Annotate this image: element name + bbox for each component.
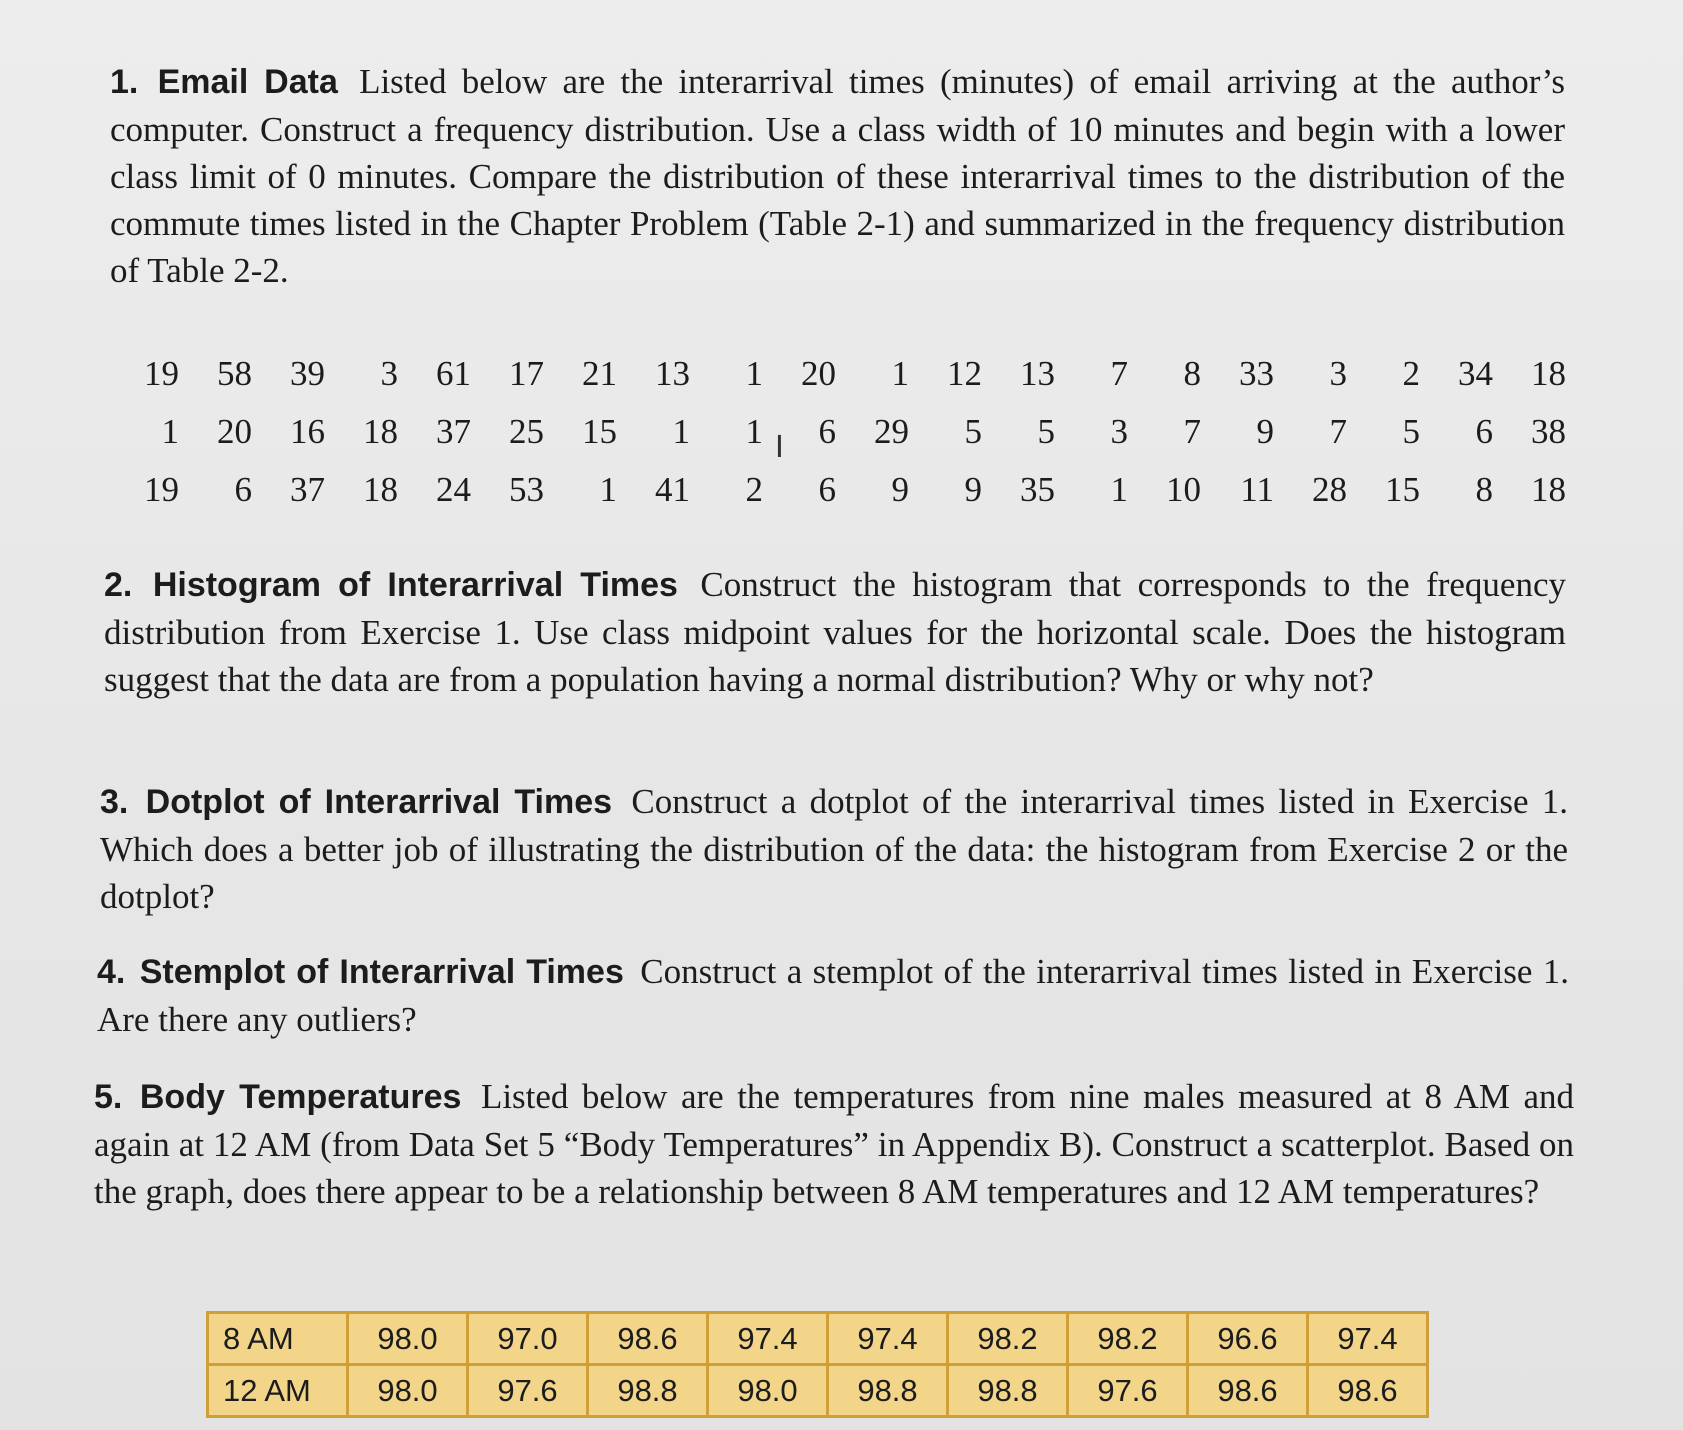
data-cell: 1 [745,354,763,393]
exercise-4-number: 4. [97,953,126,991]
exercise-3-number: 3. [100,783,129,821]
data-cell: 5 [1402,412,1420,451]
data-cell: 25 [509,412,544,451]
temperature-cell: 96.6 [1188,1313,1308,1365]
data-cell: 24 [436,470,471,509]
data-cell: 9 [964,470,982,509]
exercise-5 [94,1073,1574,1215]
data-cell: 33 [1239,354,1274,393]
exercise-2-title: Histogram of Interarrival Times [152,566,678,604]
exercise-2 [104,561,1566,703]
data-cell: 11 [1240,470,1274,509]
data-cell: 1 [891,354,909,393]
data-cell: 1 [672,412,690,451]
data-cell: 28 [1312,470,1347,509]
data-cell: 15 [582,412,617,451]
data-cell: 35 [1020,470,1055,509]
data-cell: 6 [818,412,836,451]
data-cell: 3 [1329,354,1347,393]
exercise-5-title: Body Temperatures [139,1078,462,1116]
data-cell: 17 [509,354,544,393]
exercise-1 [110,58,1565,294]
data-cell: 9 [1256,412,1274,451]
data-cell: 8 [1475,470,1493,509]
data-cell: 18 [363,470,398,509]
data-cell: 20 [801,354,836,393]
data-cell: 19 [144,470,179,509]
temperature-cell: 98.0 [348,1365,468,1417]
data-cell: 1 [161,412,179,451]
data-cell: 10 [1166,470,1201,509]
data-cell: 19 [144,354,179,393]
data-cell: 53 [509,470,544,509]
data-cell: 37 [436,412,471,451]
temperature-cell: 97.6 [468,1365,588,1417]
data-cell: 7 [1183,412,1201,451]
temperature-cell: 98.0 [348,1313,468,1365]
temperature-cell: 98.8 [828,1365,948,1417]
data-cell: 3 [380,354,398,393]
exercise-4 [97,948,1569,1043]
temperature-row-label: 12 AM [208,1365,348,1417]
data-cell: 1 [599,470,617,509]
exercise-4-text: Construct a stemplot of the interarrival times listed in Exercise 1. Are there any outliers? [97,952,1570,1039]
exercise-3-text: Construct a dotplot of the interarrival times listed in Exercise 1. Which does a better job of illustrating the distribution of the data: the histogram from Exercise 2 or the dotplot? [100,782,1569,916]
temperature-cell: 97.6 [1068,1365,1188,1417]
data-cell: 29 [874,412,909,451]
data-cell: 2 [1402,354,1420,393]
data-cell: 3 [1110,412,1128,451]
text-cursor-icon: I [775,430,784,465]
body-temperatures-table [206,1311,1429,1418]
data-cell: 12 [947,354,982,393]
exercise-3-title: Dotplot of Interarrival Times [145,783,613,821]
data-cell: 6 [818,470,836,509]
data-cell: 58 [217,354,252,393]
data-cell: 6 [1475,412,1493,451]
data-row [112,403,1572,461]
data-cell: 20 [217,412,252,451]
data-cell: 7 [1110,354,1128,393]
exercise-5-text: Listed below are the temperatures from nine males measured at 8 AM and again at 12 AM (from Data Set 5 “Body Temperatures” in Appendix B). Construct a scatterplot. Based on the graph, does there appear to be a relationship between 8 AM temperatures and 12 AM temperatures? [94,1077,1575,1211]
temperature-cell: 98.2 [1068,1313,1188,1365]
exercise-1-text: Listed below are the interarrival times (minutes) of email arriving at the author’s computer. Construct a frequency distribution. Use a class width of 10 minutes and begin with a lower class limit of 0 minutes. Compare the distribution of these interarrival times to the distribution of the commute times listed in the Chapter Problem (Table 2-1) and summarized in the frequency distribution of Table 2-2. [110,62,1566,290]
data-cell: 18 [363,412,398,451]
data-cell: 38 [1531,412,1566,451]
data-cell: 41 [655,470,690,509]
data-cell: 5 [1037,412,1055,451]
data-cell: 2 [745,470,763,509]
data-cell: 21 [582,354,617,393]
temperature-row [208,1365,1428,1417]
temperature-cell: 98.6 [588,1313,708,1365]
data-cell: 1 [1110,470,1128,509]
data-cell: 61 [436,354,471,393]
data-cell: 13 [1020,354,1055,393]
exercise-4-title: Stemplot of Interarrival Times [139,953,624,991]
exercise-3 [100,778,1568,920]
temperature-cell: 98.8 [588,1365,708,1417]
exercise-1-title: Email Data [157,63,338,101]
data-cell: 39 [290,354,325,393]
data-cell: 9 [891,470,909,509]
data-cell: 8 [1183,354,1201,393]
data-cell: 18 [1531,470,1566,509]
data-cell: 6 [234,470,252,509]
data-cell: 13 [655,354,690,393]
data-cell: 37 [290,470,325,509]
temperature-cell: 98.2 [948,1313,1068,1365]
temperature-cell: 98.0 [708,1365,828,1417]
temperature-cell: 98.6 [1308,1365,1428,1417]
exercise-5-number: 5. [94,1078,123,1116]
data-cell: 34 [1458,354,1493,393]
data-cell: 16 [290,412,325,451]
temperature-cell: 97.4 [828,1313,948,1365]
temperature-cell: 97.0 [468,1313,588,1365]
temperature-row [208,1313,1428,1365]
exercise-2-number: 2. [104,566,133,604]
data-cell: 15 [1385,470,1420,509]
data-cell: 7 [1329,412,1347,451]
temperature-cell: 98.6 [1188,1365,1308,1417]
temperature-row-label: 8 AM [208,1313,348,1365]
data-row [112,461,1572,519]
data-cell: 1 [745,412,763,451]
temperature-cell: 97.4 [708,1313,828,1365]
data-row [112,345,1572,403]
interarrival-times-table [112,345,1572,519]
exercise-2-text: Construct the histogram that corresponds to the frequency distribution from Exercise 1. Use class midpoint values for the horizontal scale. Does the histogram suggest that the data are from a population having a normal distribution? Why or why not? [104,565,1567,699]
exercise-1-number: 1. [110,63,139,101]
data-cell: 18 [1531,354,1566,393]
temperature-cell: 98.8 [948,1365,1068,1417]
temperature-cell: 97.4 [1308,1313,1428,1365]
data-cell: 5 [964,412,982,451]
